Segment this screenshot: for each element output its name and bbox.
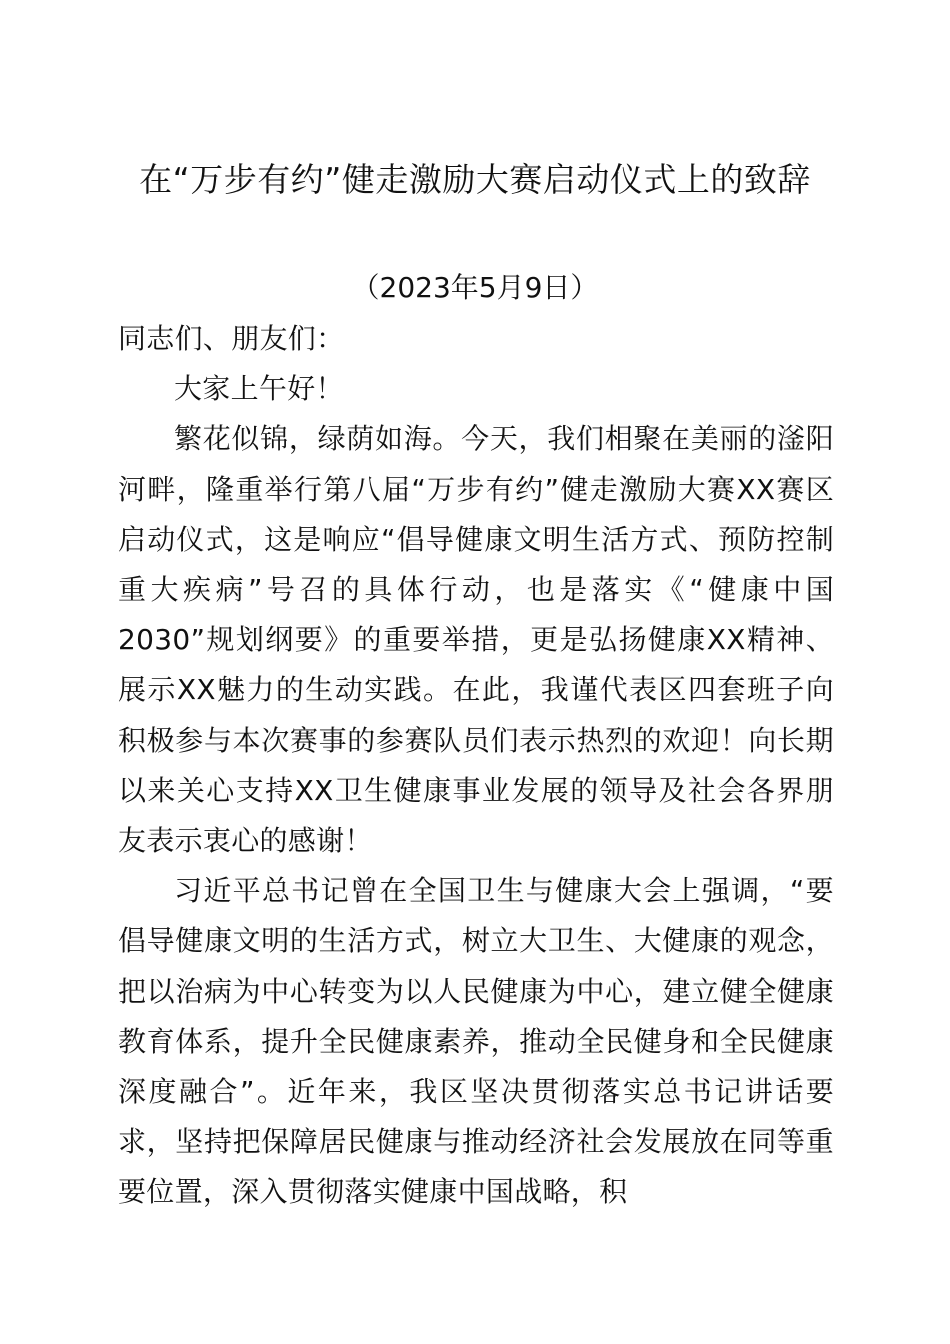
paragraph-quote: 习近平总书记曾在全国卫生与健康大会上强调，“要倡导健康文明的生活方式，树立大卫生、大健康的观念，把以治病为中心转变为以人民健康为中心，建立健全健康教育体系，提升全民健康素养，推动全民健身和全民健康深度融合”。近年来，我区坚决贯彻落实总书记讲话要求，坚持把保障居民健康与推动经济社会发展放在同等重要位置，深入贯彻落实健康中国战略，积 <box>118 874 834 1209</box>
paragraph-opening: 繁花似锦，绿荫如海。今天，我们相聚在美丽的滏阳河畔，隆重举行第八届“万步有约”健走激励大赛XX赛区启动仪式，这是响应“倡导健康文明生活方式、预防控制重大疾病”号召的具体行动，也是落实《“健康中国2030”规划纲要》的重要举措，更是弘扬健康XX精神、展示XX魅力的生动实践。在此，我谨代表区四套班子向积极参与本次赛事的参赛队员们表示热烈的欢迎！向长期以来关心支持XX卫生健康事业发展的领导及社会各界朋友表示衷心的感谢！ <box>118 422 834 858</box>
paragraph-greeting: 大家上午好！ <box>174 372 344 406</box>
document-body <box>118 314 834 1218</box>
document-title: 在“万步有约”健走激励大赛启动仪式上的致辞 <box>139 160 811 199</box>
document-date: （2023年5月9日） <box>351 271 599 304</box>
salutation: 同志们、朋友们： <box>118 322 345 355</box>
